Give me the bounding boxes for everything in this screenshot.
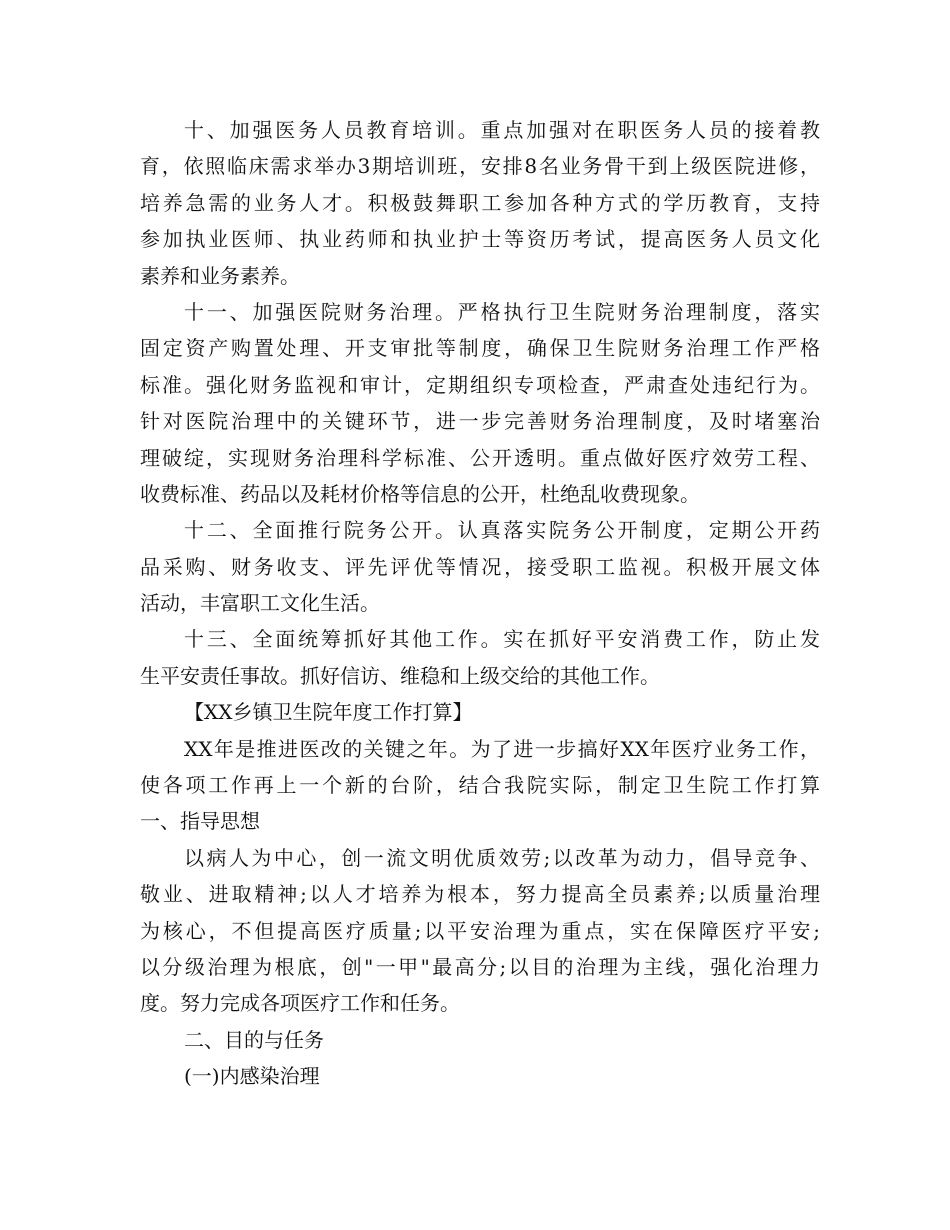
- text-line: 使各项工作再上一个新的台阶，结合我院实际，制定卫生院工作打算: [140, 773, 820, 798]
- text-line: XX年是推进医改的关键之年。为了进一步搞好XX年医疗业务工作，: [184, 736, 820, 761]
- section-heading: 二、目的与任务: [184, 1027, 324, 1052]
- text-line: 十、加强医务人员教育培训。重点加强对在职医务人员的接着教: [184, 118, 820, 142]
- text-line: 收费标准、药品以及耗材价格等信息的公开，杜绝乱收费现象。: [140, 481, 700, 506]
- text-line: 育，依照临床需求举办3期培训班，安排8名业务骨干到上级医院进修，: [140, 154, 820, 179]
- text-line: 生平安责任事故。抓好信访、维稳和上级交给的其他工作。: [140, 663, 660, 688]
- text-line: 固定资产购置处理、开支审批等制度，确保卫生院财务治理工作严格: [140, 336, 820, 361]
- text-line: 十二、全面推行院务公开。认真落实院务公开制度，定期公开药: [184, 518, 820, 543]
- section-heading: 【XX乡镇卫生院年度工作打算】: [184, 700, 473, 725]
- text-line: 培养急需的业务人才。积极鼓舞职工参加各种方式的学历教育，支持: [140, 190, 820, 215]
- text-line: 十一、加强医院财务治理。严格执行卫生院财务治理制度，落实: [184, 299, 820, 324]
- text-line: 活动，丰富职工文化生活。: [140, 591, 380, 616]
- text-line: 十三、全面统筹抓好其他工作。实在抓好平安消费工作，防止发: [184, 627, 820, 652]
- section-heading: 一、指导思想: [140, 809, 260, 834]
- text-line: 为核心，不但提高医疗质量;以平安治理为重点，实在保障医疗平安;: [140, 918, 820, 943]
- text-line: 理破绽，实现财务治理科学标准、公开透明。重点做好医疗效劳工程、: [140, 445, 820, 470]
- subsection-heading: (一)内感染治理: [184, 1064, 320, 1089]
- text-line: 参加执业医师、执业药师和执业护士等资历考试，提高医务人员文化: [140, 227, 820, 252]
- text-line: 度。努力完成各项医疗工作和任务。: [140, 991, 460, 1016]
- text-line: 以病人为中心，创一流文明优质效劳;以改革为动力，倡导竞争、: [184, 845, 820, 870]
- text-line: 素养和业务素养。: [140, 263, 300, 288]
- text-line: 标准。强化财务监视和审计，定期组织专项检查，严肃查处违纪行为。: [140, 372, 820, 397]
- text-line: 针对医院治理中的关键环节，进一步完善财务治理制度，及时堵塞治: [140, 409, 820, 434]
- text-line: 品采购、财务收支、评先评优等情况，接受职工监视。积极开展文体: [140, 554, 820, 579]
- text-line: 以分级治理为根底，创"一甲"最高分;以目的治理为主线，强化治理力: [140, 954, 820, 979]
- document-body: [140, 112, 820, 1095]
- text-line: 敬业、进取精神;以人才培养为根本，努力提高全员素养;以质量治理: [140, 882, 820, 907]
